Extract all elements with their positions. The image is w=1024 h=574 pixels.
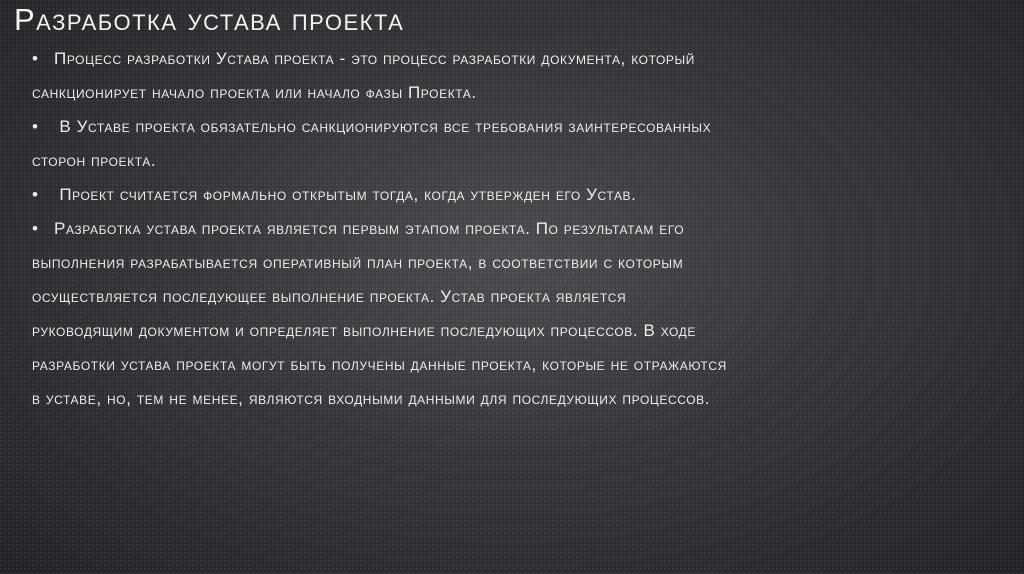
bullet-marker: •: [32, 49, 39, 68]
bullet-text-2: В Уставе проекта обязательно санкционируются все требования заинтересованных сторон проекта.: [32, 117, 712, 170]
bullet-paragraph-2: [32, 110, 732, 178]
bullet-text-3: Проект считается формально открытым тогда, когда утвержден его Устав.: [54, 185, 637, 204]
slide-body: [32, 42, 732, 416]
bullet-marker: •: [32, 185, 39, 204]
bullet-paragraph-1: [32, 42, 732, 110]
bullet-paragraph-4: [32, 212, 732, 416]
bullet-paragraph-3: [32, 178, 732, 212]
bullet-marker: •: [32, 117, 39, 136]
slide-title: Разработка устава проекта: [14, 2, 405, 37]
bullet-marker: •: [32, 219, 39, 238]
bullet-text-1: Процесс разработки Устава проекта - это процесс разработки документа, который санкционирует начало проекта или начало фазы Проекта.: [32, 49, 695, 102]
bullet-text-4: Разработка устава проекта является первым этапом проекта. По результатам его выполнения разрабатывается оперативный план проекта, в соответствии с которым осуществляется последующее выполнение проекта. Устав проекта является руководящим документом и определяет выполнение последующих процессов. В ходе разработки устава проекта могут быть получены данные проекта, которые не отражаются в уставе, но, тем не менее, являются входными данными для последующих процессов.: [32, 219, 727, 408]
